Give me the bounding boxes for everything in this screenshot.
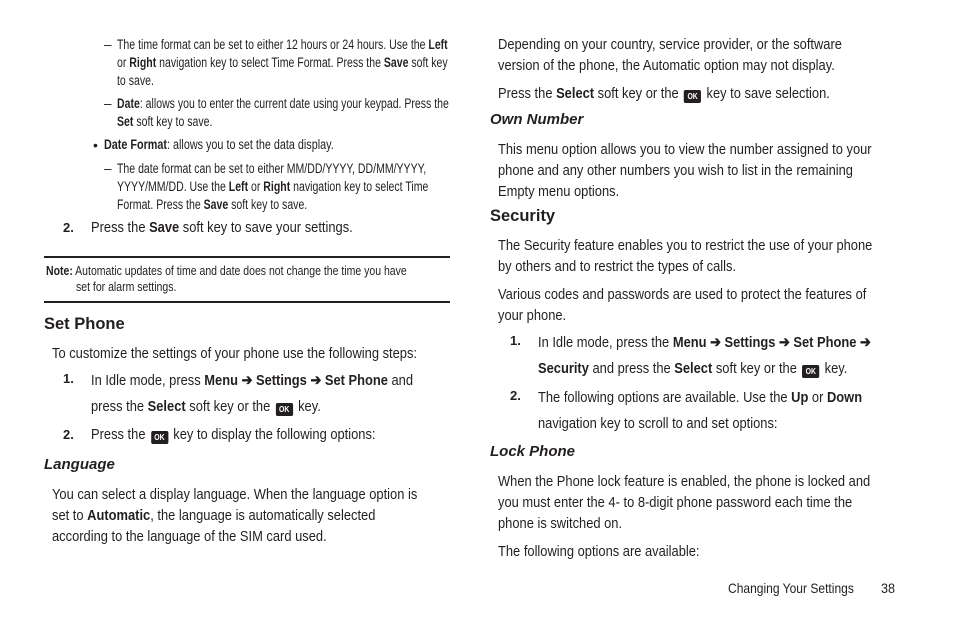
ok-key-icon: OK xyxy=(276,403,293,416)
alarm-note: Note: Automatic updates of time and date does not change the time you have xyxy=(46,264,407,278)
dash-marker: – xyxy=(104,96,112,111)
step-number: 2. xyxy=(510,388,521,403)
step-number: 2. xyxy=(63,220,74,235)
footer-section-title: Changing Your Settings xyxy=(728,580,854,596)
date-format-item: Date Format: allows you to set the data display. xyxy=(104,137,334,152)
save-selection-step: Press the Select soft key or the OK key to save selection. xyxy=(498,85,830,102)
step-number: 2. xyxy=(63,427,74,442)
own-number-heading: Own Number xyxy=(490,111,584,128)
automatic-option-note: Depending on your country, service provider, or the software version of the phone, the Automatic option may not display. xyxy=(498,36,842,74)
security-step-1: In Idle mode, press the Menu ➔ Settings ➔ Set Phone ➔ Security and press the Select soft key or the OK key. xyxy=(538,334,871,377)
step-number: 1. xyxy=(63,371,74,386)
ok-key-icon: OK xyxy=(802,365,819,378)
security-paragraph-2: Various codes and passwords are used to protect the features of your phone. xyxy=(498,286,867,324)
page-number: 38 xyxy=(881,580,896,596)
security-heading: Security xyxy=(490,207,556,225)
note-top-rule xyxy=(44,256,450,258)
lock-phone-heading: Lock Phone xyxy=(490,443,576,460)
dash-marker: – xyxy=(104,37,112,52)
security-paragraph-1: The Security feature enables you to restrict the use of your phone by others and to restrict the types of calls. xyxy=(498,237,873,275)
ok-key-icon: OK xyxy=(684,90,701,103)
step-number: 1. xyxy=(510,333,521,348)
language-paragraph: You can select a display language. When the language option is set to Automatic, the language is automatically selected according to the language of the SIM card used. xyxy=(52,486,418,545)
alarm-note-line2: set for alarm settings. xyxy=(76,279,177,294)
lock-phone-paragraph: When the Phone lock feature is enabled, the phone is locked and you must enter the 4- to 8-digit phone password each time the phone is switched on. xyxy=(498,473,871,532)
language-heading: Language xyxy=(44,456,115,473)
set-phone-step-1: In Idle mode, press Menu ➔ Settings ➔ Set Phone and press the Select soft key or the OK key. xyxy=(91,372,414,415)
security-step-2: The following options are available. Use the Up or Down navigation key to scroll to and set options: xyxy=(538,389,863,432)
set-phone-intro: To customize the settings of your phone use the following steps: xyxy=(52,345,418,362)
ok-key-icon: OK xyxy=(151,431,168,444)
set-phone-heading: Set Phone xyxy=(44,315,125,333)
dash-marker: – xyxy=(104,161,112,176)
date-format-note: The date format can be set to either MM/DD/YYYY, DD/MM/YYYY, YYYY/MM/DD. Use the Left or Right navigation key to select Time Format. Press the Save soft key to save. xyxy=(117,161,429,212)
own-number-paragraph: This menu option allows you to view the number assigned to your phone and any other numbers you wish to list in the remaining Empty menu options. xyxy=(498,141,872,200)
time-format-note: The time format can be set to either 12 hours or 24 hours. Use the Left or Right navigation key to select Time Format. Press the Save soft key to save. xyxy=(117,37,448,88)
save-settings-step: Press the Save soft key to save your settings. xyxy=(91,219,353,236)
bullet-marker: • xyxy=(93,137,98,153)
date-note: Date: allows you to enter the current date using your keypad. Press the Set soft key to save. xyxy=(117,96,449,129)
note-bottom-rule xyxy=(44,301,450,303)
set-phone-step-2: Press the OK key to display the following options: xyxy=(91,426,376,443)
following-options-text: The following options are available: xyxy=(498,543,700,560)
